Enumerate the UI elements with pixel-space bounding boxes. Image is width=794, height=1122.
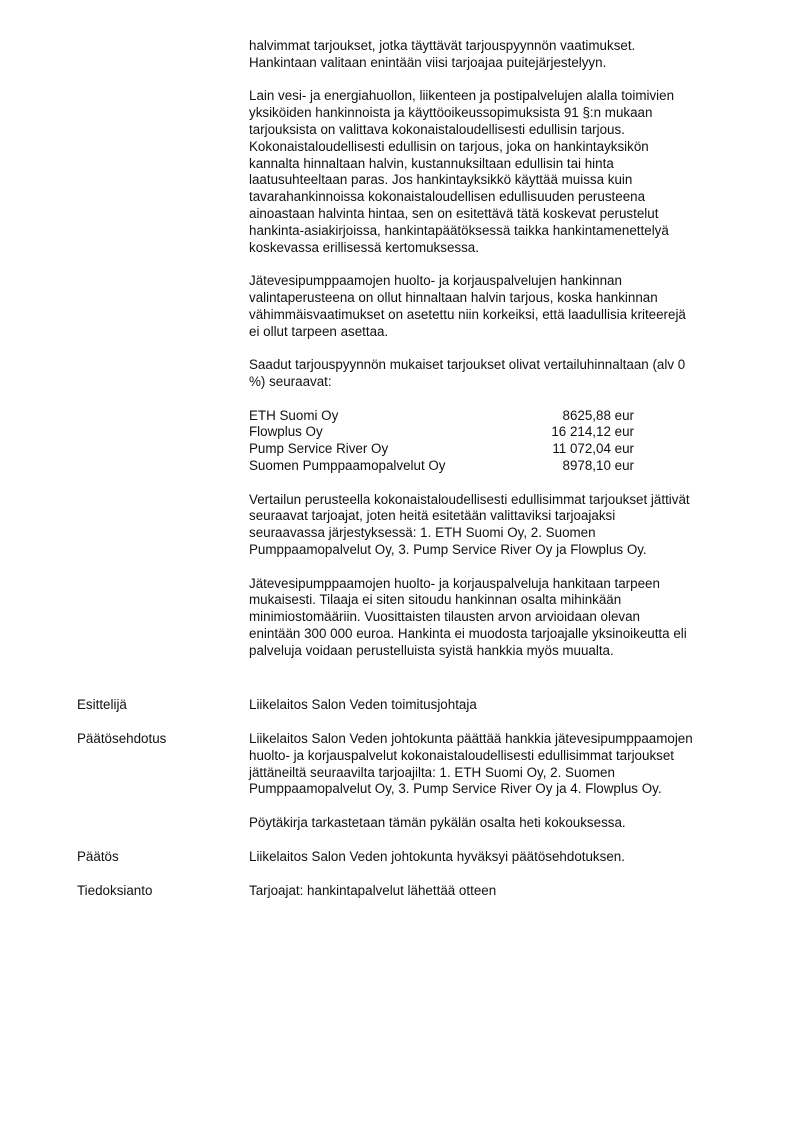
text-line: Pumppaamopalvelut Oy, 3. Pump Service River Oy ja Flowplus Oy. [249, 541, 647, 557]
text-line: Pöytäkirja tarkastetaan tämän pykälän osalta heti kokouksessa. [249, 814, 626, 830]
decision-text [249, 849, 739, 866]
text-line: Liikelaitos Salon Veden johtokunta päättää hankkia jätevesipumppaamojen [249, 731, 693, 746]
decision-label: Päätös [77, 849, 119, 864]
presenter-text [249, 697, 739, 714]
text-line: minimiostomääriin. Vuosittaisten tilausten arvon arvioidaan olevan [249, 609, 641, 625]
text-line: ei ollut tarpeen asettaa. [249, 323, 389, 339]
offers-table [249, 408, 739, 475]
text-line: halvimmat tarjoukset, jotka täyttävät tarjouspyynnön vaatimukset. [249, 38, 636, 53]
text-line: Vertailun perusteella kokonaistaloudellisesti edullisimmat tarjoukset jättivät [249, 491, 690, 507]
comparison-paragraph [249, 492, 739, 559]
text-line: jättäneiltä seuraavilta tarjoajilta: 1. ETH Suomi Oy, 2. Suomen [249, 764, 615, 780]
minutes-paragraph [249, 815, 739, 832]
text-line: seuraavassa järjestyksessä: 1. ETH Suomi Oy, 2. Suomen [249, 525, 596, 541]
intro-paragraph [249, 38, 739, 72]
presenter-label: Esittelijä [77, 697, 127, 712]
text-line: %) seuraavat: [249, 373, 332, 389]
offer-amount: 8625,88 eur [562, 407, 634, 423]
text-line: Jätevesipumppaamojen huolto- ja korjauspalvelujen hankinnan [249, 273, 622, 289]
text-line: Hankintaan valitaan enintään viisi tarjoajaa puitejärjestelyyn. [249, 54, 607, 70]
offer-name: Pump Service River Oy [249, 441, 389, 457]
text-line: Kokonaistaloudellisesti edullisin on tarjous, joka on hankintayksikön [249, 138, 649, 154]
text-line: vähimmäisvaatimukset on asetettu niin korkeiksi, että laadullisia kriteerejä [249, 306, 686, 322]
text-line: yksiköiden hankinnoista ja käyttöoikeussopimuksista 91 §:n mukaan [249, 105, 653, 121]
text-line: mukaisesti. Tilaaja ei siten sitoudu hankinnan osalta mihinkään [249, 592, 622, 608]
offer-amount: 16 214,12 eur [551, 424, 634, 440]
text-line: tarjouksista on valittava kokonaistaloudellisesti edullisin tarjous. [249, 121, 625, 137]
offer-row [249, 458, 634, 475]
offer-amount: 11 072,04 eur [552, 441, 634, 457]
body-text-column [249, 38, 739, 659]
text-line: Liikelaitos Salon Veden toimitusjohtaja [249, 697, 477, 712]
received-offers-paragraph [249, 357, 739, 391]
text-line: Tarjoajat: hankintapalvelut lähettää otteen [249, 883, 497, 898]
notice-label: Tiedoksianto [77, 883, 153, 898]
offer-row [249, 441, 634, 458]
text-line: Jätevesipumppaamojen huolto- ja korjauspalveluja hankitaan tarpeen [249, 575, 660, 591]
offer-name: ETH Suomi Oy [249, 407, 339, 423]
offer-name: Flowplus Oy [249, 424, 323, 440]
text-line: laatusuhteeltaan paras. Jos hankintayksikkö käyttää muissa kuin [249, 172, 633, 188]
selection-criteria-paragraph [249, 273, 739, 340]
text-line: kannalta hinnaltaan halvin, kustannuksiltaan edullisin tai hinta [249, 155, 614, 171]
text-line: Saadut tarjouspyynnön mukaiset tarjoukset olivat vertailuhinnaltaan (alv 0 [249, 357, 686, 373]
proposal-label: Päätösehdotus [77, 731, 167, 746]
legal-basis-paragraph [249, 88, 739, 256]
text-line: Lain vesi- ja energiahuollon, liikenteen ja postipalvelujen alalla toimivien [249, 88, 675, 104]
offer-amount: 8978,10 eur [562, 457, 634, 473]
text-line: koskevassa erillisessä kertomuksessa. [249, 239, 479, 255]
text-line: Liikelaitos Salon Veden johtokunta hyväksyi päätösehdotuksen. [249, 849, 625, 864]
text-line: valintaperusteena on ollut hinnaltaan halvin tarjous, koska hankinnan [249, 289, 658, 305]
text-line: hankinta-asiakirjoissa, hankintapäätöksessä taikka hankintamenettelyä [249, 222, 669, 238]
text-line: ainoastaan halvinta hintaa, sen on esitettävä tätä koskevat perustelut [249, 205, 659, 221]
text-line: palveluja voidaan perustelluista syistä hankkia myös muualta. [249, 642, 614, 658]
text-line: enintään 300 000 euroa. Hankinta ei muodosta tarjoajalle yksinoikeutta eli [249, 625, 687, 641]
text-line: seuraavat tarjoajat, joten heitä esitetään valittaviksi tarjoajaksi [249, 508, 616, 524]
notice-text [249, 883, 739, 900]
ordering-paragraph [249, 576, 739, 660]
offer-name: Suomen Pumppaamopalvelut Oy [249, 457, 446, 473]
text-line: Pumppaamopalvelut Oy, 3. Pump Service River Oy ja 4. Flowplus Oy. [249, 781, 662, 797]
offer-row [249, 408, 634, 425]
text-line: tavarahankinnoissa kokonaistaloudellisen edullisuuden perusteena [249, 189, 646, 205]
proposal-paragraph [249, 731, 739, 798]
text-line: huolto- ja korjauspalvelut kokonaistaloudellisesti edullisimmat tarjoukset [249, 747, 674, 763]
proposal-text [249, 731, 739, 832]
offer-row [249, 424, 634, 441]
